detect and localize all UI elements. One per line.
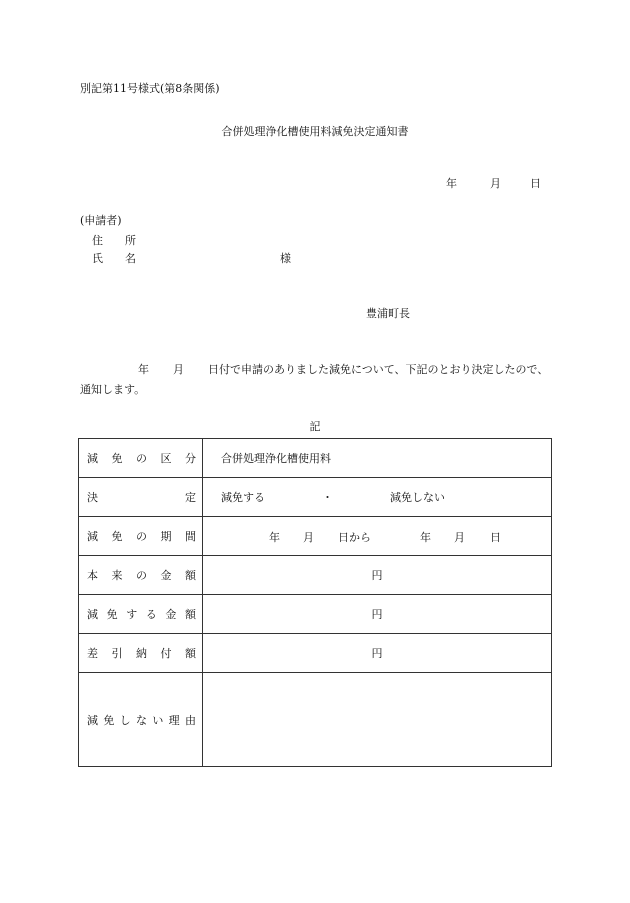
period-to-month: 月 — [454, 531, 465, 544]
label-char: 差 — [87, 647, 98, 660]
label-char: の — [136, 452, 147, 465]
label-char: 免 — [106, 608, 118, 621]
reason-label-text — [79, 712, 202, 728]
row-period — [79, 517, 552, 556]
label-char: 付 — [160, 647, 172, 660]
label-char: 納 — [136, 647, 147, 660]
net-amount-label — [79, 634, 203, 673]
label-char: 理 — [168, 713, 180, 727]
label-char: 減 — [87, 530, 98, 543]
date-month: 月 — [490, 177, 501, 190]
body-year: 年 — [138, 363, 149, 376]
issuer-name: 豊浦町長 — [366, 307, 410, 320]
label-char: の — [136, 530, 147, 543]
label-char: の — [136, 569, 147, 582]
row-reduced-amount — [79, 595, 552, 634]
label-char: 来 — [111, 569, 123, 582]
label-char: 額 — [185, 647, 196, 660]
form-number: 別記第11号様式(第8条関係) — [80, 82, 220, 95]
period-from-day: 日から — [338, 531, 371, 544]
address-label: 住 所 — [92, 234, 136, 247]
body-line-2: 通知します。 — [80, 383, 146, 396]
date-year: 年 — [446, 177, 457, 190]
issue-date — [446, 175, 541, 191]
label-char: な — [135, 713, 147, 727]
label-char: 免 — [111, 452, 123, 465]
label-char: 減 — [87, 452, 98, 465]
label-char: 金 — [165, 608, 177, 621]
row-category — [79, 439, 552, 478]
reduced-amount-label — [79, 595, 203, 634]
label-char: 減 — [87, 713, 98, 727]
label-char: 減 — [87, 608, 98, 621]
reason-value[interactable] — [203, 673, 552, 767]
original-amount-label — [79, 556, 203, 595]
option-separator: ・ — [322, 491, 333, 504]
period-to-day: 日 — [490, 531, 501, 544]
label-char: す — [126, 608, 138, 621]
label-char: 間 — [185, 530, 196, 543]
name-label: 氏 名 — [92, 252, 136, 265]
decision-label — [79, 478, 203, 517]
row-original-amount — [79, 556, 552, 595]
row-net-amount — [79, 634, 552, 673]
ki-heading: 記 — [309, 420, 321, 433]
category-label — [79, 439, 203, 478]
category-label-text — [79, 450, 202, 466]
body-line-1 — [80, 361, 548, 377]
honorific: 様 — [280, 252, 291, 265]
period-label — [79, 517, 203, 556]
date-day: 日 — [530, 177, 541, 190]
reduced-amount-unit: 円 — [203, 595, 552, 634]
net-amount-label-text — [79, 645, 202, 661]
period-label-text — [79, 528, 202, 544]
option-exempt[interactable]: 減免する — [221, 491, 265, 504]
applicant-label: (申請者) — [80, 214, 122, 227]
original-amount-unit: 円 — [203, 556, 552, 595]
row-reason — [79, 673, 552, 767]
reason-label — [79, 673, 203, 767]
label-char: 分 — [185, 452, 196, 465]
label-char: 免 — [103, 713, 115, 727]
decision-label-right: 定 — [185, 491, 196, 504]
label-char: し — [119, 713, 131, 727]
label-char: 金 — [160, 569, 172, 582]
option-not-exempt[interactable]: 減免しない — [390, 491, 445, 504]
category-value: 合併処理浄化槽使用料 — [203, 439, 552, 478]
body-text: 日付で申請のありました減免について、下記のとおり決定したので、 — [208, 363, 549, 376]
label-char: 額 — [184, 608, 196, 621]
period-from-month: 月 — [303, 531, 314, 544]
label-char: 額 — [185, 569, 196, 582]
reduced-amount-label-text — [79, 606, 202, 622]
label-char: 引 — [111, 647, 123, 660]
label-char: 免 — [111, 530, 123, 543]
label-char: 由 — [184, 713, 196, 727]
row-decision — [79, 478, 552, 517]
label-char: 区 — [160, 452, 172, 465]
label-char: 本 — [87, 569, 98, 582]
period-to-year: 年 — [420, 531, 431, 544]
label-char: 期 — [160, 530, 172, 543]
net-amount-unit: 円 — [203, 634, 552, 673]
period-value — [203, 517, 552, 556]
detail-table — [78, 438, 552, 767]
decision-label-left: 決 — [87, 491, 98, 504]
period-from-year: 年 — [269, 531, 280, 544]
original-amount-label-text — [79, 567, 202, 583]
label-char: る — [145, 608, 157, 621]
document-title: 合併処理浄化槽使用料減免決定通知書 — [221, 125, 409, 138]
decision-options — [203, 478, 552, 517]
label-char: い — [152, 713, 164, 727]
body-month: 月 — [173, 363, 184, 376]
